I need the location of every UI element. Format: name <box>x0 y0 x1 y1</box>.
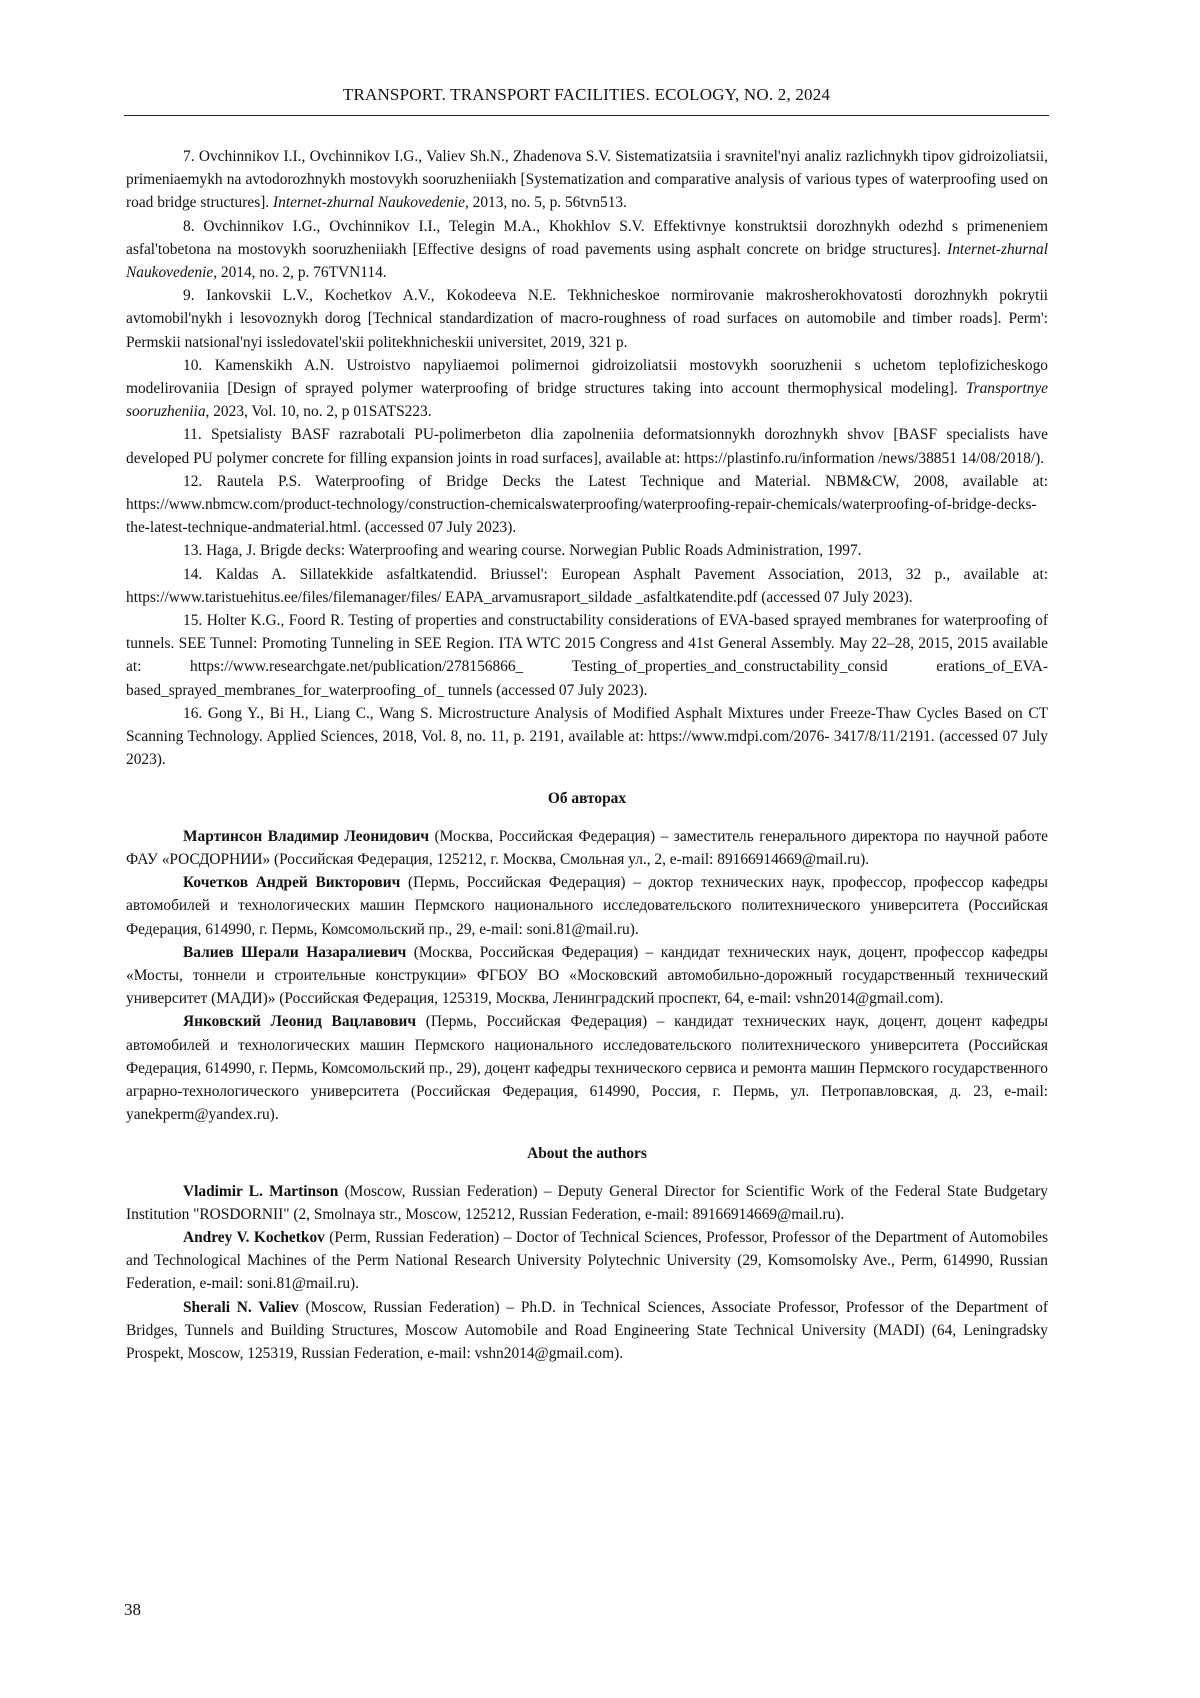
reference-item: 7. Ovchinnikov I.I., Ovchinnikov I.G., Valiev Sh.N., Zhadenova S.V. Sistematizatsiia i sravnitel'nyi analiz razlichnykh tipov gidroizoliatsii, primeniaemykh na avtodorozhnykh mostovykh sooruzheniiakh [Systematization and comparative analysis of various types of waterproofing used on road bridge structures]. Internet-zhurnal Naukovedenie, 2013, no. 5, p. 56tvn513. <box>126 145 1048 215</box>
reference-item: 13. Haga, J. Brigde decks: Waterproofing and wearing course. Norwegian Public Roads Administration, 1997. <box>126 539 1048 562</box>
page-content <box>126 145 1048 1365</box>
author-name: Валиев Шерали Назаралиевич <box>183 944 406 961</box>
authors-ru-heading: Об авторах <box>126 787 1048 810</box>
author-entry: Валиев Шерали Назаралиевич (Москва, Российская Федерация) – кандидат технических наук, доцент, профессор кафедры «Мосты, тоннели и строительные конструкции» ФГБОУ ВО «Московский автомобильно-дорожный государственный технический университет (МАДИ)» (Российская Федерация, 125319, Москва, Ленинградский проспект, 64, e-mail: vshn2014@gmail.com). <box>126 941 1048 1011</box>
authors-ru-list <box>126 825 1048 1127</box>
author-name: Sherali N. Valiev <box>183 1299 299 1316</box>
reference-list <box>126 145 1048 771</box>
authors-en-heading: About the authors <box>126 1142 1048 1165</box>
reference-item: 9. Iankovskii L.V., Kochetkov A.V., Kokodeeva N.E. Tekhnicheskoe normirovanie makrosherokhovatosti dorozhnykh pokrytii avtomobil'nykh i lesovoznykh dorog [Technical standardization of macro-roughness of road surfaces on automobile and timber roads]. Perm': Permskii natsional'nyi issledovatel'skii politekhnicheskii universitet, 2019, 321 p. <box>126 284 1048 354</box>
author-entry: Янковский Леонид Вацлавович (Пермь, Российская Федерация) – кандидат технических наук, доцент, доцент кафедры автомобилей и технологических машин Пермского национального исследовательского политехнического университета (Российская Федерация, 614990, г. Пермь, Комсомольский пр., 29), доцент кафедры технического сервиса и ремонта машин Пермского государственного аграрно-технологического университета (Российская Федерация, 614990, Россия, г. Пермь, ул. Петропавловская, д. 23, e-mail: yanekperm@yandex.ru). <box>126 1010 1048 1126</box>
reference-item: 16. Gong Y., Bi H., Liang C., Wang S. Microstructure Analysis of Modified Asphalt Mixtures under Freeze-Thaw Cycles Based on CT Scanning Technology. Applied Sciences, 2018, Vol. 8, no. 11, p. 2191, available at: https://www.mdpi.com/2076- 3417/8/11/2191. (accessed 07 July 2023). <box>126 702 1048 772</box>
reference-item: 10. Kamenskikh A.N. Ustroistvo napyliaemoi polimernoi gidroizoliatsii mostovykh sooruzhenii s uchetom teplofizicheskogo modelirovaniia [Design of sprayed polymer waterproofing of bridge structures taking into account thermophysical modeling]. Transportnye sooruzheniia, 2023, Vol. 10, no. 2, p 01SATS223. <box>126 354 1048 424</box>
author-entry: Кочетков Андрей Викторович (Пермь, Российская Федерация) – доктор технических наук, профессор, профессор кафедры автомобилей и технологических машин Пермского национального исследовательского политехнического университета (Российская Федерация, 614990, г. Пермь, Комсомольский пр., 29, e-mail: soni.81@mail.ru). <box>126 871 1048 941</box>
author-entry: Мартинсон Владимир Леонидович (Москва, Российская Федерация) – заместитель генерального директора по научной работе ФАУ «РОСДОРНИИ» (Российская Федерация, 125212, г. Москва, Смольная ул., 2, e-mail: 89166914669@mail.ru). <box>126 825 1048 871</box>
authors-en-list <box>126 1180 1048 1366</box>
author-name: Andrey V. Kochetkov <box>183 1229 325 1246</box>
reference-item: 14. Kaldas A. Sillatekkide asfaltkatendid. Briussel': European Asphalt Pavement Association, 2013, 32 p., available at: https://www.taristuehitus.ee/files/filemanager/files/ EAPA_arvamusraport_sildade _asfaltkatendite.pdf (accessed 07 July 2023). <box>126 563 1048 609</box>
author-entry: Vladimir L. Martinson (Moscow, Russian Federation) – Deputy General Director for Scientific Work of the Federal State Budgetary Institution "ROSDORNII" (2, Smolnaya str., Moscow, 125212, Russian Federation, e-mail: 89166914669@mail.ru). <box>126 1180 1048 1226</box>
running-header: TRANSPORT. TRANSPORT FACILITIES. ECOLOGY, NO. 2, 2024 <box>124 85 1049 116</box>
author-entry: Andrey V. Kochetkov (Perm, Russian Federation) – Doctor of Technical Sciences, Professor, Professor of the Department of Automobiles and Technological Machines of the Perm National Research University Polytechnic University (29, Komsomolsky Ave., Perm, 614990, Russian Federation, e-mail: soni.81@mail.ru). <box>126 1226 1048 1296</box>
reference-item: 8. Ovchinnikov I.G., Ovchinnikov I.I., Telegin M.A., Khokhlov S.V. Effektivnye konstruktsii dorozhnykh odezhd s primeneniem asfal'tobetona na mostovykh sooruzheniiakh [Effective designs of road pavements using asphalt concrete on bridge structures]. Internet-zhurnal Naukovedenie, 2014, no. 2, p. 76TVN114. <box>126 215 1048 285</box>
author-name: Vladimir L. Martinson <box>183 1183 338 1200</box>
page-number: 38 <box>124 1600 141 1620</box>
author-name: Мартинсон Владимир Леонидович <box>183 828 429 845</box>
reference-item: 11. Spetsialisty BASF razrabotali PU-polimerbeton dlia zapolneniia deformatsionnykh dorozhnykh shvov [BASF specialists have developed PU polymer concrete for filling expansion joints in road surfaces], available at: https://plastinfo.ru/information /news/38851 14/08/2018/). <box>126 423 1048 469</box>
author-entry: Sherali N. Valiev (Moscow, Russian Federation) – Ph.D. in Technical Sciences, Associate Professor, Professor of the Department of Bridges, Tunnels and Building Structures, Moscow Automobile and Road Engineering State Technical University (MADI) (64, Leningradsky Prospekt, Moscow, 125319, Russian Federation, e-mail: vshn2014@gmail.com). <box>126 1296 1048 1366</box>
reference-item: 12. Rautela P.S. Waterproofing of Bridge Decks the Latest Technique and Material. NBM&CW, 2008, available at: https://www.nbmcw.com/product-technology/construction-chemicalswaterproofing/waterproofing-repair-chemicals/waterproofing-of-bridge-decks-the-latest-technique-andmaterial.html. (accessed 07 July 2023). <box>126 470 1048 540</box>
author-name: Кочетков Андрей Викторович <box>183 874 400 891</box>
author-name: Янковский Леонид Вацлавович <box>183 1013 416 1030</box>
reference-item: 15. Holter K.G., Foord R. Testing of properties and constructability considerations of EVA-based sprayed membranes for waterproofing of tunnels. SEE Tunnel: Promoting Tunneling in SEE Region. ITA WTC 2015 Congress and 41st General Assembly. May 22–28, 2015, 2015 available at: https://www.researchgate.net/publication/278156866_ Testing_of_properties_and_constructability_consid erations_of_EVA-based_sprayed_membranes_for_waterproofing_of_ tunnels (accessed 07 July 2023). <box>126 609 1048 702</box>
